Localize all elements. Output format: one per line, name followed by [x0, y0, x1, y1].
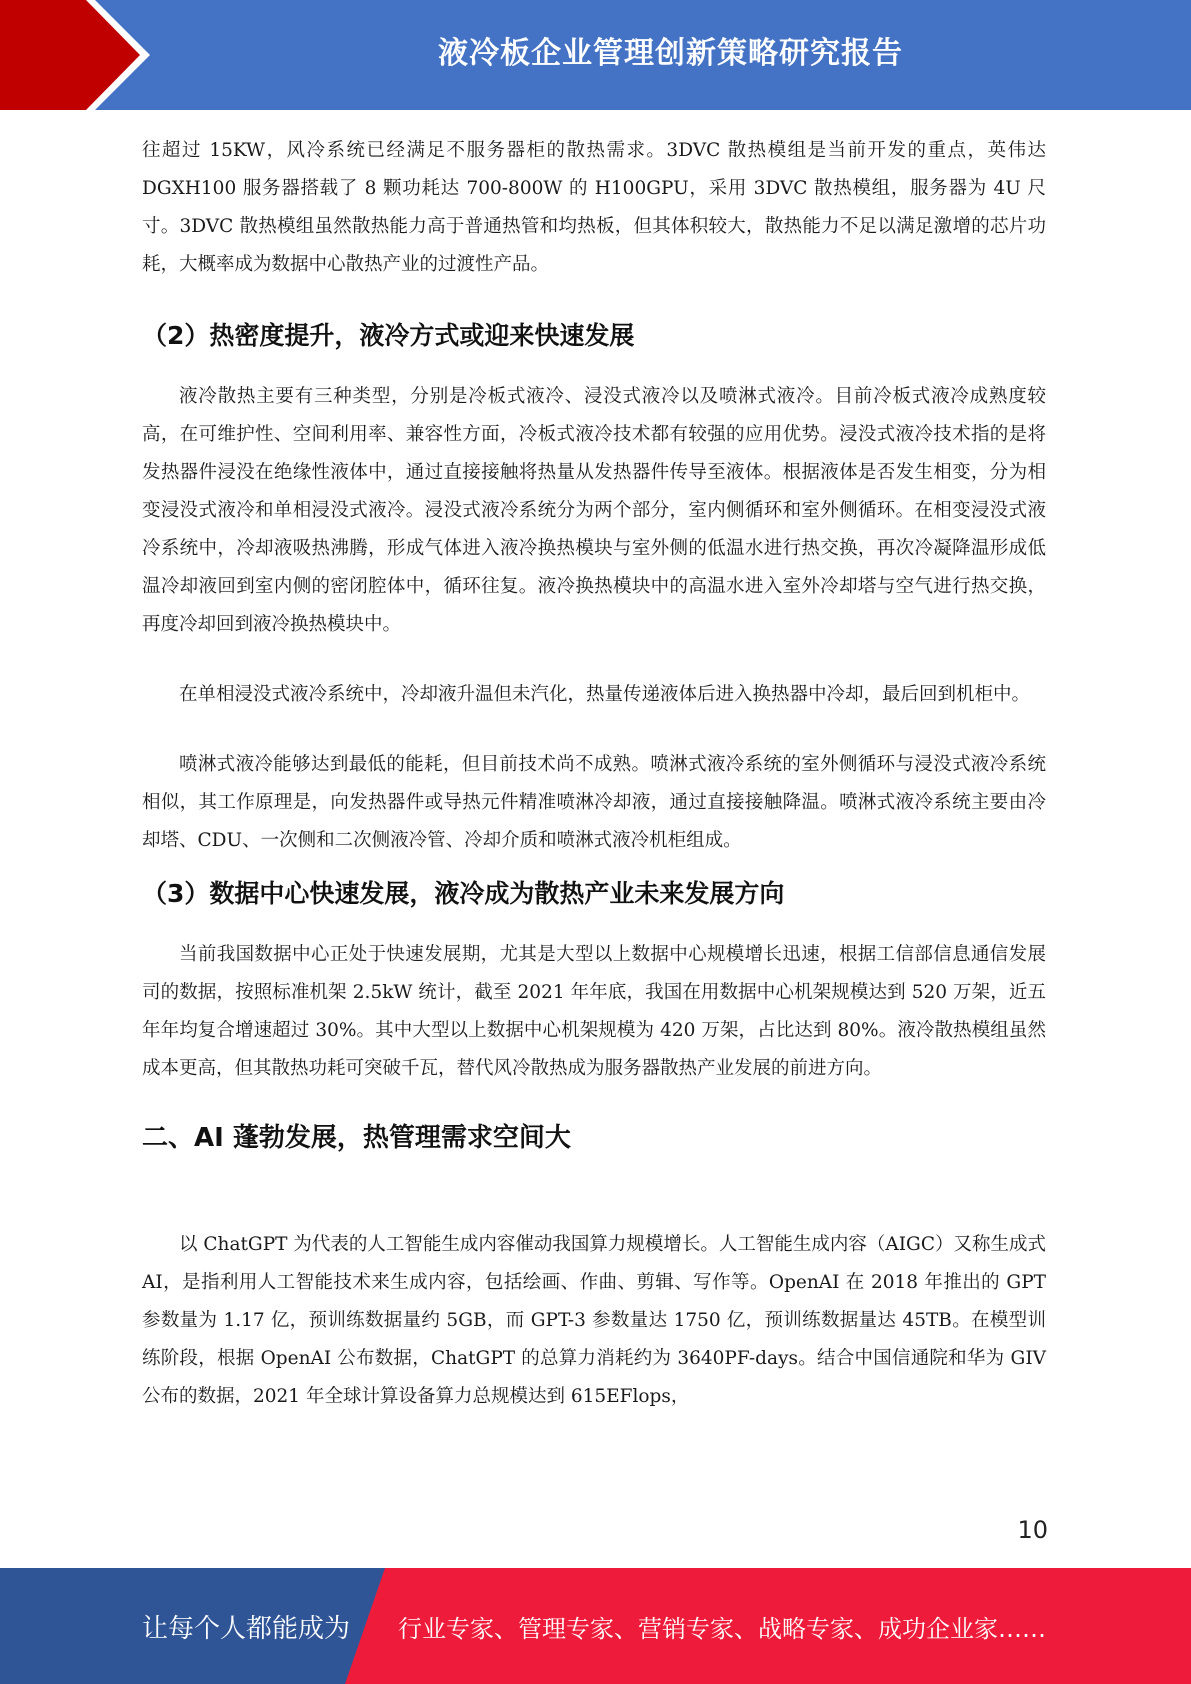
paragraph-single-phase-immersion: 在单相浸没式液冷系统中，冷却液升温但未汽化，热量传递液体后进入换热器中冷却，最后回到机柜中。 — [179, 684, 1031, 705]
page-number: 10 — [1017, 1516, 1048, 1544]
heading-ai-thermal-demand: 二、AI 蓬勃发展，热管理需求空间大 — [142, 1123, 571, 1153]
heading-data-center-growth: （3）数据中心快速发展，液冷成为散热产业未来发展方向 — [142, 879, 785, 908]
page-header — [0, 0, 1191, 110]
paragraph-air-cooling: 往超过 15KW，风冷系统已经满足不服务器柜的散热需求。3DVC 散热模组是当前开发的重点，英伟达 DGXH100 服务器搭载了 8 颗功耗达 700-800W 的 H100GPU，采用 3DVC 散热模组，服务器为 4U 尺寸。3DVC 散热模组虽然散热能力高于普通热管和均热板，但其体积较大，散热能力不足以满足激增的芯片功耗，大概率成为数据中心散热产业的过渡性产品。 — [142, 140, 1046, 275]
paragraph-liquid-cooling-types: 液冷散热主要有三种类型，分别是冷板式液冷、浸没式液冷以及喷淋式液冷。目前冷板式液冷成熟度较高，在可维护性、空间利用率、兼容性方面，冷板式液冷技术都有较强的应用优势。浸没式液冷技术指的是将发热器件浸没在绝缘性液体中，通过直接接触将热量从发热器件传导至液体。根据液体是否发生相变，分为相变浸没式液冷和单相浸没式液冷。浸没式液冷系统分为两个部分，室内侧循环和室外侧循环。在相变浸没式液冷系统中，冷却液吸热沸腾，形成气体进入液冷换热模块与室外侧的低温水进行热交换，再次冷凝降温形成低温冷却液回到室内侧的密闭腔体中，循环往复。液冷换热模块中的高温水进入室外冷却塔与空气进行热交换，再度冷却回到液冷换热模块中。 — [142, 386, 1046, 635]
paragraph-data-center-stats: 当前我国数据中心正处于快速发展期，尤其是大型以上数据中心规模增长迅速，根据工信部信息通信发展司的数据，按照标准机架 2.5kW 统计，截至 2021 年年底，我国在用数据中心机架规模达到 520 万架，近五年年均复合增速超过 30%。其中大型以上数据中心机架规模为 420 万架，占比达到 80%。液冷散热模组虽然成本更高，但其散热功耗可突破千瓦，替代风冷散热成为服务器散热产业发展的前进方向。 — [142, 944, 1046, 1079]
footer-slogan-right: 行业专家、管理专家、营销专家、战略专家、成功企业家…… — [398, 1614, 1046, 1643]
header-red-chevron-decoration — [0, 0, 160, 110]
paragraph-aigc-compute: 以 ChatGPT 为代表的人工智能生成内容催动我国算力规模增长。人工智能生成内容（AIGC）又称生成式 AI，是指利用人工智能技术来生成内容，包括绘画、作曲、剪辑、写作等。OpenAI 在 2018 年推出的 GPT 参数量为 1.17 亿，预训练数据量约 5GB，而 GPT-3 参数量达 1750 亿，预训练数据量达 45TB。在模型训练阶段，根据 OpenAI 公布数据，ChatGPT 的总算力消耗约为 3640PF-days。结合中国信通院和华为 GIV 公布的数据，2021 年全球计算设备算力总规模达到 615EFlops， — [142, 1234, 1046, 1407]
footer-slogan-left: 让每个人都能成为 — [142, 1613, 351, 1644]
paragraph-spray-cooling: 喷淋式液冷能够达到最低的能耗，但目前技术尚不成熟。喷淋式液冷系统的室外侧循环与浸没式液冷系统相似，其工作原理是，向发热器件或导热元件精准喷淋冷却液，通过直接接触降温。喷淋式液冷系统主要由冷却塔、CDU、一次侧和二次侧液冷管、冷却介质和喷淋式液冷机柜组成。 — [142, 754, 1046, 851]
report-title: 液冷板企业管理创新策略研究报告 — [438, 36, 903, 71]
heading-heat-density: （2）热密度提升，液冷方式或迎来快速发展 — [142, 321, 635, 350]
page-footer — [0, 1568, 1191, 1684]
page-content — [142, 132, 1046, 1416]
